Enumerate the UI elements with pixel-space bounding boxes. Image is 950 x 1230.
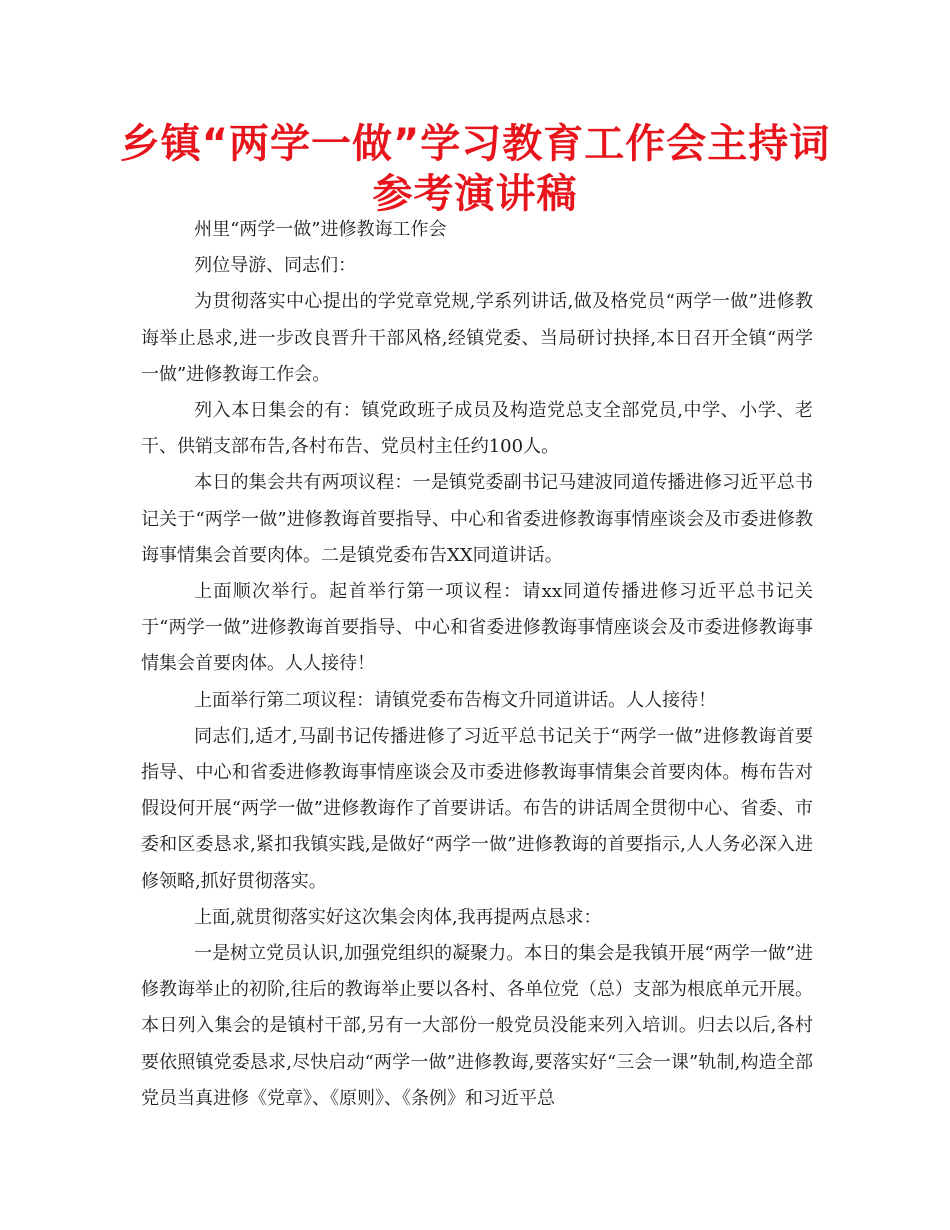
paragraph-item-one: 上面顺次举行。起首举行第一项议程：请xx同道传播进修习近平总书记关于“两学一做”进修教诲首要指导、中心和省委进修教诲事情座谈会及市委进修教诲事情集会首要肉体。人人接待！: [141, 581, 813, 675]
paragraph-item-two: 上面举行第二项议程：请镇党委布告梅文升同道讲话。人人接待！: [194, 689, 717, 711]
paragraph-agenda: 本日的集会共有两项议程：一是镇党委副书记马建波同道传播进修习近平总书记关于“两学一做”进修教诲首要指导、中心和省委进修教诲事情座谈会及市委进修教诲事情集会首要肉体。二是镇党委布告XX同道讲话。: [141, 472, 813, 566]
document-body: [141, 212, 813, 1117]
paragraph-purpose: 为贯彻落实中心提出的学党章党规,学系列讲话,做及格党员“两学一做”进修教诲举止恳求,进一步改良晋升干部风格,经镇党委、当局研讨抉择,本日召开全镇“两学一做”进修教诲工作会。: [141, 291, 813, 385]
paragraph-attendees: 列入本日集会的有：镇党政班子成员及构造党总支全部党员,中学、小学、老干、供销支部布告,各村布告、党员村主任约100人。: [141, 400, 813, 458]
paragraph-request-one: 一是树立党员认识,加强党组织的凝聚力。本日的集会是我镇开展“两学一做”进修教诲举止的初阶,往后的教诲举止要以各村、各单位党（总）支部为根底单元开展。本日列入集会的是镇村干部,另有一大部份一般党员没能来列入培训。归去以后,各村要依照镇党委恳求,尽快启动“两学一做”进修教诲,要落实好“三会一课”轨制,构造全部党员当真进修《党章》、《原则》、《条例》和习近平总: [141, 943, 813, 1109]
document-title-line-1: 乡镇“两学一做”学习教育工作会主持词: [119, 121, 831, 167]
paragraph-requests-intro: 上面,就贯彻落实好这次集会肉体,我再提两点恳求：: [194, 906, 602, 928]
document-title-line-2: 参考演讲稿: [372, 171, 578, 217]
paragraph-salutation: 列位导游、同志们：: [194, 255, 357, 277]
paragraph-meeting-name: 州里“两学一做”进修教诲工作会: [194, 219, 447, 240]
paragraph-summary: 同志们,适才,马副书记传播进修了习近平总书记关于“两学一做”进修教诲首要指导、中心和省委进修教诲事情座谈会及市委进修教诲事情集会首要肉体。梅布告对假设何开展“两学一做”进修教诲作了首要讲话。布告的讲话周全贯彻中心、省委、市委和区委恳求,紧扣我镇实践,是做好“两学一做”进修教诲的首要指示,人人务必深入进修领略,抓好贯彻落实。: [141, 725, 813, 892]
